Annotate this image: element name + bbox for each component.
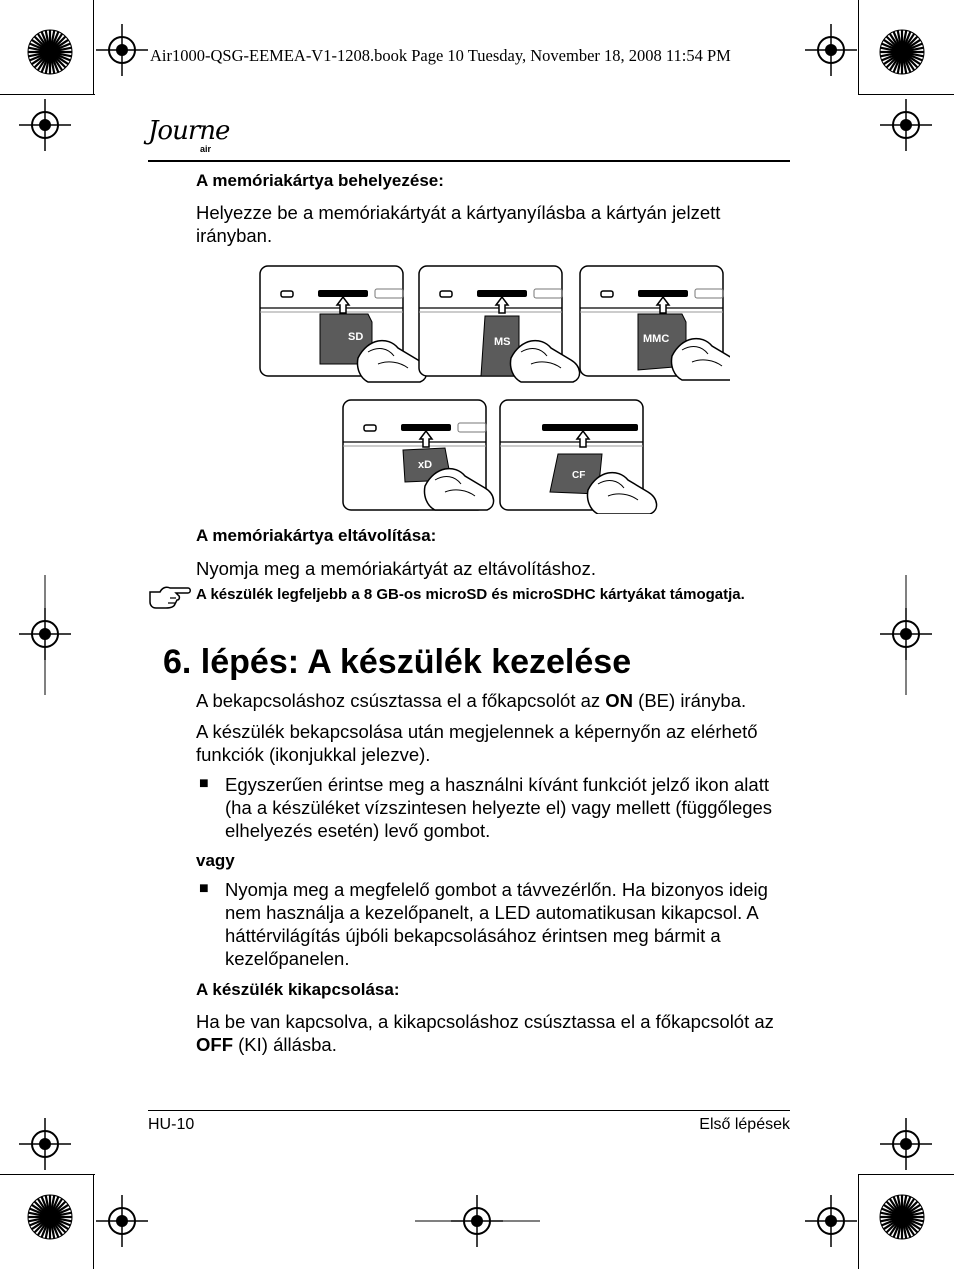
bullet-mark-1: ■ [199,775,209,792]
remove-instruction: Nyomja meg a memóriakártyát az eltávolításhoz. [196,558,596,579]
insert-heading: A memóriakártya behelyezése: [196,171,444,190]
step6-title: 6. lépés: A készülék kezelése [163,643,632,681]
header-rule [148,160,790,162]
logo-script-text: Journe [148,116,230,146]
bullet-text-1: Egyszerűen érintse meg a használni kívánt funkciót jelző ikon alatt (ha a készüléket vízszintesen helyezte el) vagy mellett (függőleges elhelyezés esetén) levő gombot. [225,774,773,841]
brand-logo [148,112,238,162]
cf-card-label: CF [572,470,586,481]
after-on-text: A készülék bekapcsolása után megjelennek a képernyőn az elérhető funkciók (ikonjukkal jelezve). [196,721,758,765]
mmc-card-label: MMC [643,333,670,345]
power-on-pre: A bekapcsoláshoz csúsztassa el a főkapcsolót az [196,690,606,711]
or-label: vagy [196,851,235,870]
cf-card-panel [500,400,657,514]
off-bold: OFF [196,1034,233,1055]
sd-card-label: SD [348,331,364,343]
footer-page-number: HU-10 [148,1116,195,1133]
footer-section: Első lépések [699,1116,790,1133]
mmc-card-panel [580,266,730,380]
card-insertion-illustrations [255,262,730,514]
off-post: (KI) állásba. [233,1034,337,1055]
off-pre: Ha be van kapcsolva, a kikapcsoláshoz csúsztassa el a főkapcsolót az [196,1011,774,1032]
pointing-hand-icon [148,584,192,610]
sd-card-panel [260,266,427,382]
power-on-post: (BE) irányba. [633,690,747,711]
off-heading: A készülék kikapcsolása: [196,980,400,999]
bullet-text-2: Nyomja meg a megfelelő gombot a távvezérlőn. Ha bizonyos ideig nem használja a kezelőpanelt, a LED automatikusan kikapcsol. A háttérvilágítás újbóli bekapcsolásához érintsen meg bármit a kezelőpanelen. [225,879,768,969]
power-on-bold: ON [605,690,634,711]
xd-card-label: xD [418,459,433,471]
book-header-line: Air1000-QSG-EEMEA-V1-1208.book Page 10 Tuesday, November 18, 2008 11:54 PM [150,46,731,65]
note-text: A készülék legfeljebb a 8 GB-os microSD és microSDHC kártyákat támogatja. [196,586,745,603]
logo-sub-text: air [200,144,212,154]
footer-rule [148,1110,790,1111]
bullet-mark-2: ■ [199,880,209,897]
xd-card-panel [343,400,494,510]
power-off-text [196,1010,796,1056]
power-on-text [196,689,796,712]
ms-card-panel [419,266,580,382]
ms-card-label: MS [494,336,511,348]
remove-heading: A memóriakártya eltávolítása: [196,526,437,545]
insert-instruction: Helyezze be a memóriakártyát a kártyanyílásba a kártyán jelzett irányban. [196,202,721,246]
